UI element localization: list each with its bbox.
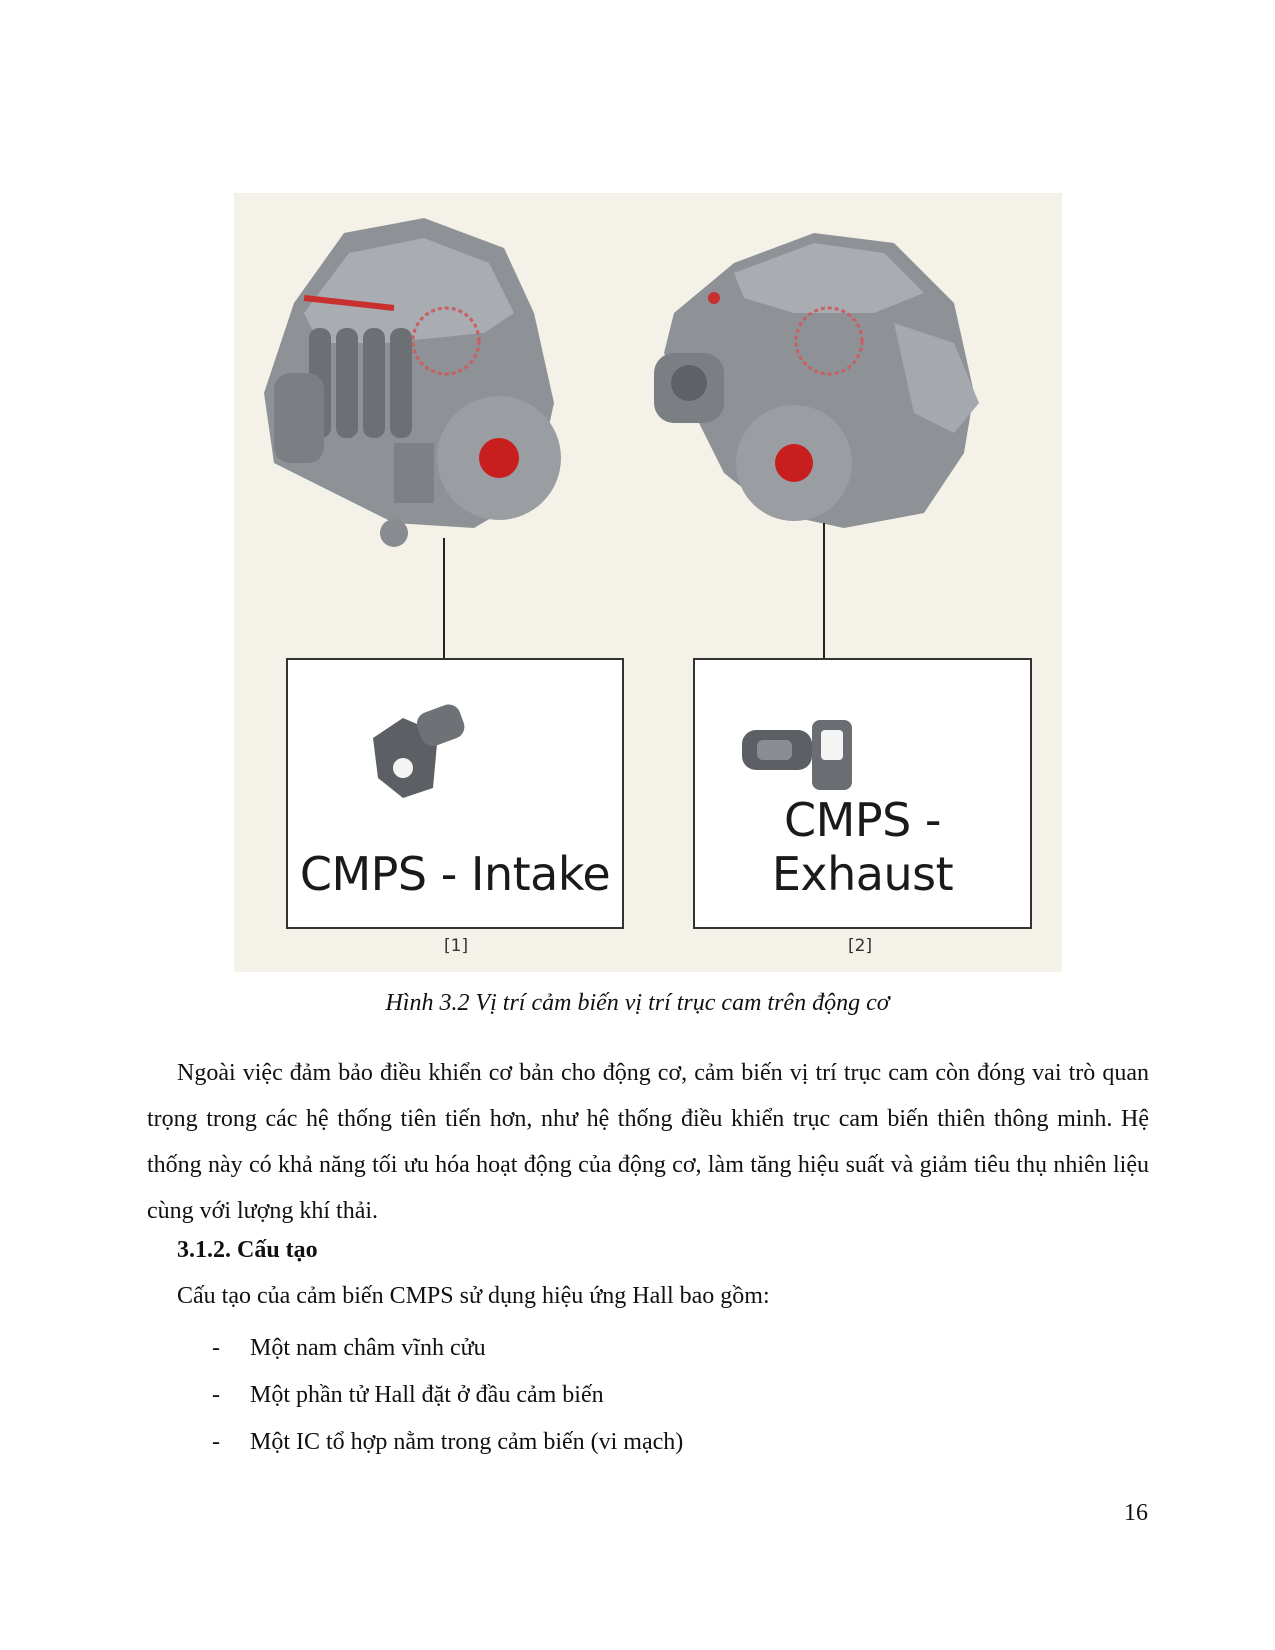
- figure-ref-2: [2]: [848, 936, 873, 956]
- intake-sensor-image: [363, 698, 473, 808]
- list-dash: -: [212, 1382, 220, 1408]
- list-item: [212, 1429, 683, 1476]
- sensor-box-exhaust: [693, 658, 1032, 929]
- engine-left-image: [264, 218, 561, 660]
- list-dash: -: [212, 1335, 220, 1361]
- exhaust-sensor-label: CMPS - Exhaust: [771, 793, 954, 901]
- body-paragraph: Ngoài việc đảm bảo điều khiển cơ bản cho động cơ, cảm biến vị trí trục cam còn đóng vai trò quan trọng trong các hệ thống tiên tiến hơn, như hệ thống điều khiển trục cam biến thiên thông minh. Hệ thống này có khả năng tối ưu hóa hoạt động của động cơ, làm tăng hiệu suất và giảm tiêu thụ nhiên liệu cùng với lượng khí thải.: [147, 1060, 1149, 1224]
- list-item-text: Một phần tử Hall đặt ở đầu cảm biến: [250, 1382, 604, 1408]
- section-heading: 3.1.2. Cấu tạo: [177, 1237, 318, 1263]
- list-item-text: Một nam châm vĩnh cửu: [250, 1335, 486, 1361]
- intro-text: Cấu tạo của cảm biến CMPS sử dụng hiệu ứng Hall bao gồm:: [177, 1283, 770, 1309]
- list-item-text: Một IC tổ hợp nằm trong cảm biến (vi mạch): [250, 1429, 684, 1455]
- figure-caption: Hình 3.2 Vị trí cảm biến vị trí trục cam trên động cơ: [385, 990, 890, 1016]
- figure-engine-sensors: [234, 193, 1062, 972]
- sensor-box-intake: [286, 658, 624, 929]
- engine-right-image: [654, 233, 979, 660]
- exhaust-sensor-image: [737, 710, 867, 800]
- intake-sensor-label: CMPS - Intake: [299, 847, 611, 901]
- list-item: [212, 1382, 683, 1429]
- list-dash: -: [212, 1429, 220, 1455]
- page-number: 16: [1124, 1500, 1148, 1526]
- list-item: [212, 1335, 683, 1382]
- figure-ref-1: [1]: [444, 936, 469, 956]
- component-list: [212, 1335, 683, 1476]
